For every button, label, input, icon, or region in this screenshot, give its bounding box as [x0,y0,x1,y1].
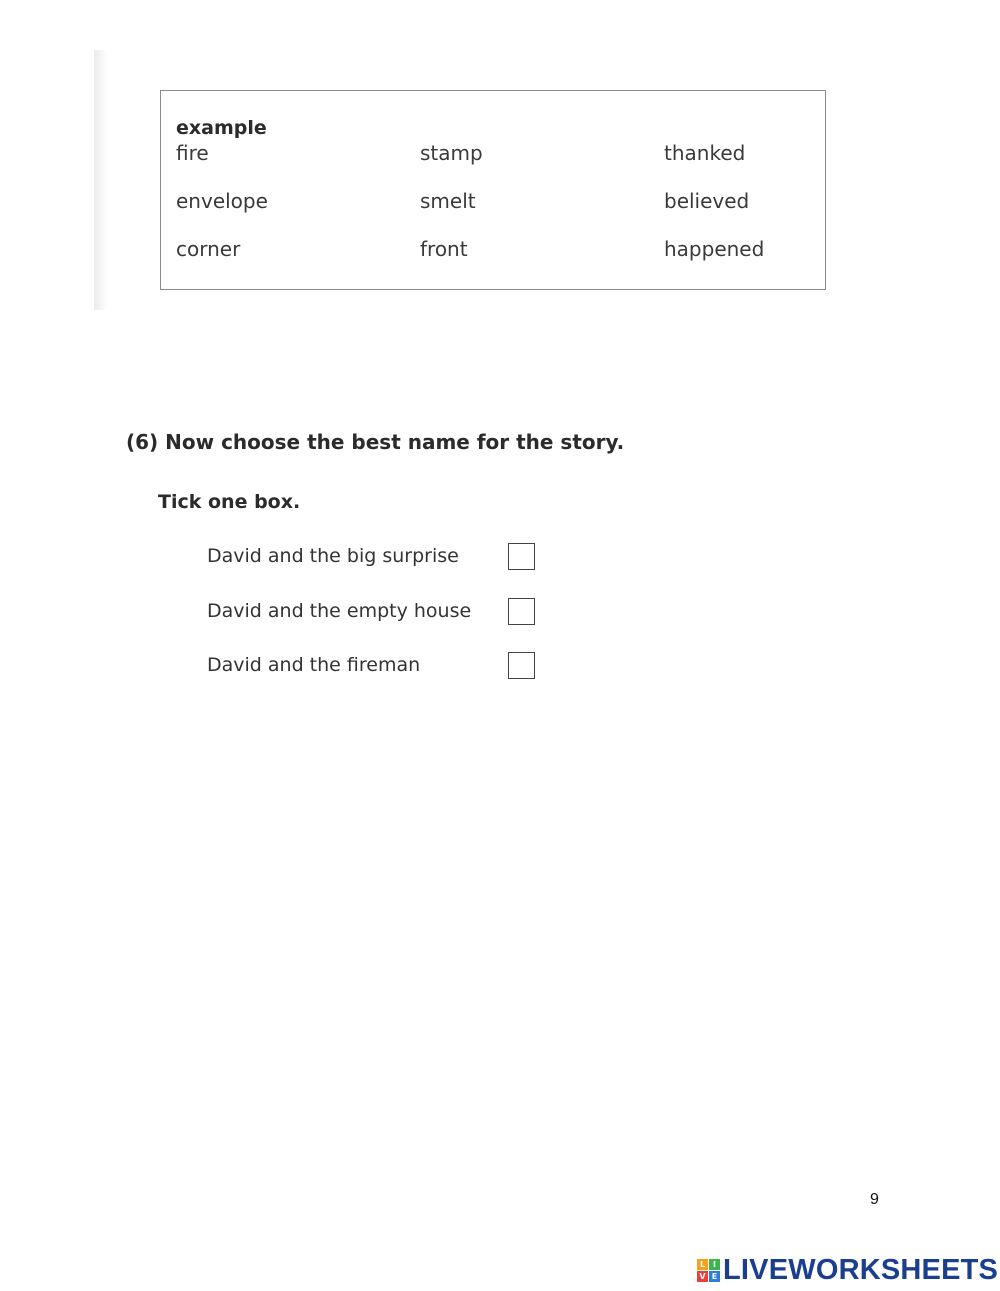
word-bank-word: fire [176,141,209,165]
logo-tile: E [709,1271,720,1282]
brand-name: LIVEWORKSHEETS [723,1253,999,1286]
answer-option-label: David and the fireman [207,654,421,676]
answer-option-label: David and the big surprise [207,545,459,567]
word-bank-word: believed [664,189,750,213]
logo-tile: V [697,1271,708,1282]
scan-shadow [94,50,108,310]
word-bank-heading: example [176,117,267,139]
question-6-text: (6) Now choose the best name for the story. [126,430,625,454]
tick-box-empty-house[interactable] [508,598,535,625]
answer-option-label: David and the empty house [207,600,472,622]
word-bank-word: happened [664,237,765,261]
word-bank-box [160,90,826,290]
word-bank-word: thanked [664,141,746,165]
logo-tile: I [709,1259,720,1270]
tick-box-fireman[interactable] [508,652,535,679]
word-bank-word: front [420,237,468,261]
word-bank-word: envelope [176,189,268,213]
word-bank-word: stamp [420,141,483,165]
answer-option-empty-house [207,598,547,628]
page-number: 9 [870,1191,879,1208]
answer-option-big-surprise [207,543,547,573]
answer-option-fireman [207,652,547,682]
tick-box-big-surprise[interactable] [508,543,535,570]
word-bank-word: corner [176,237,241,261]
liveworksheets-logo-icon [697,1259,720,1282]
liveworksheets-brand [697,1255,998,1285]
question-instruction: Tick one box. [158,491,301,513]
logo-tile: L [697,1259,708,1270]
word-bank-word: smelt [420,189,476,213]
